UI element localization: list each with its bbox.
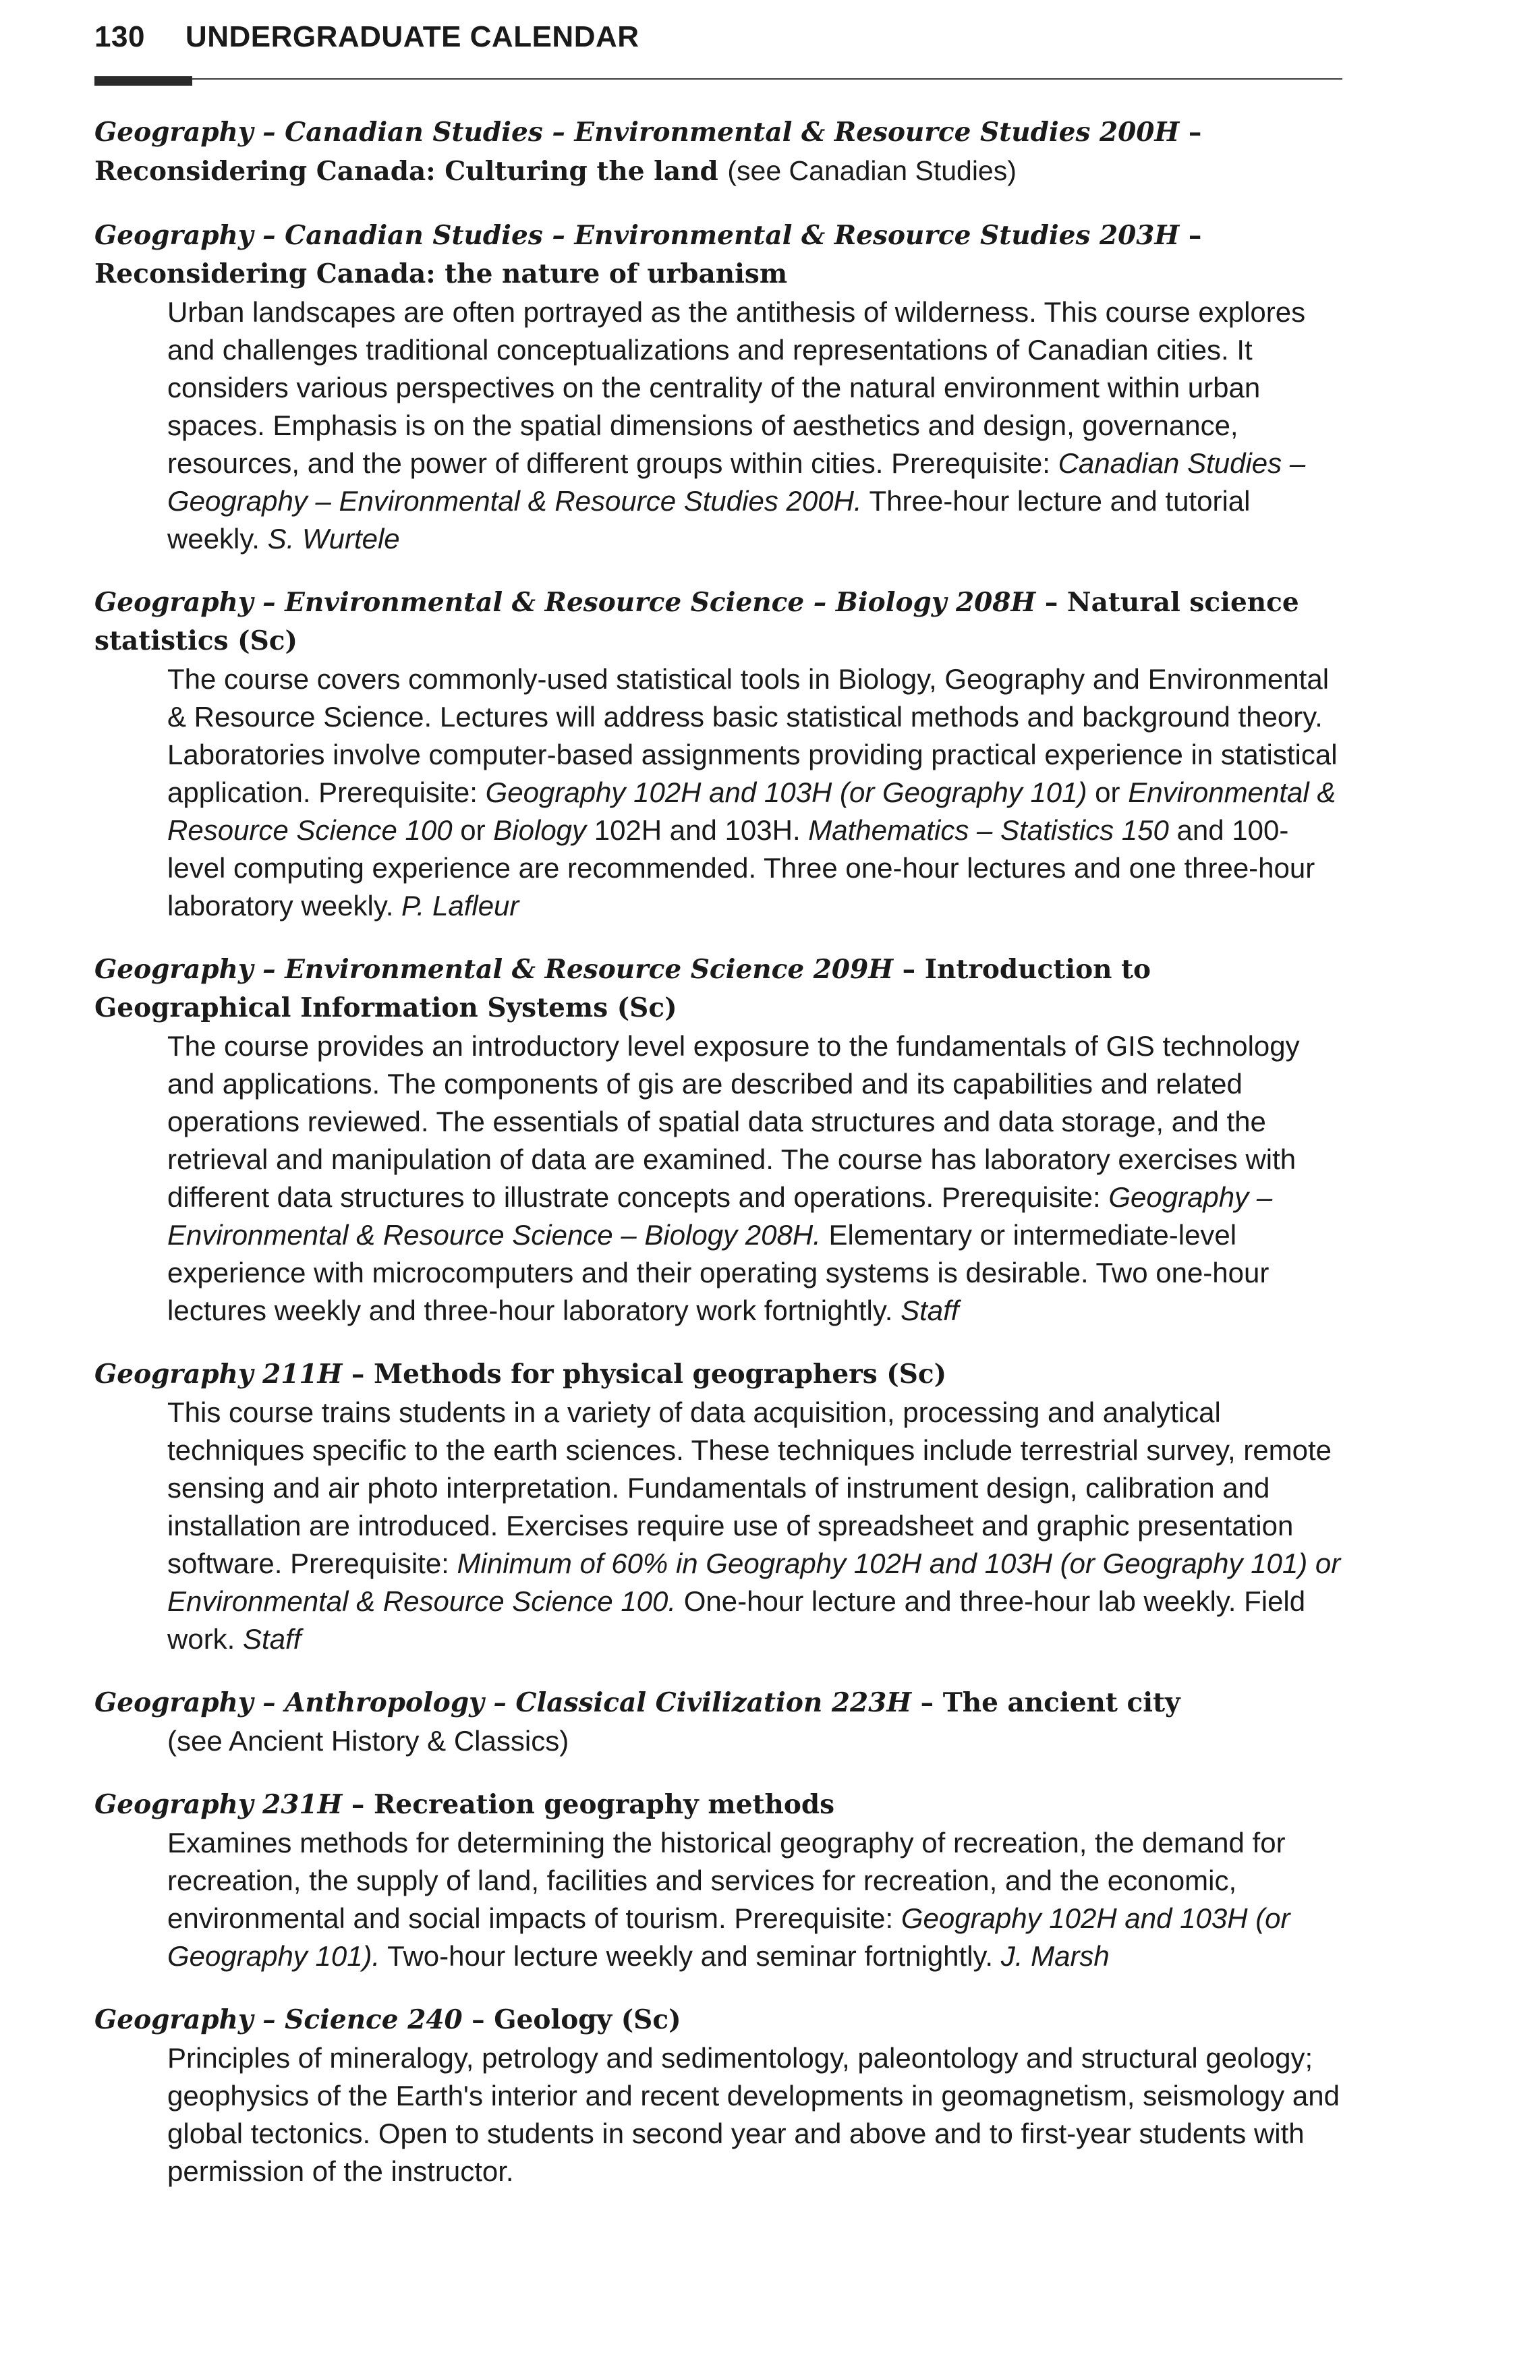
course-heading: Geography – Canadian Studies – Environmental & Resource Studies 200H – Reconsidering Canada: Culturing the land (see Canadian Studies) [94, 117, 1202, 187]
course-entry [94, 113, 1342, 191]
course-code: Geography 211H [94, 1359, 343, 1390]
emphasized-text: Environmental & Resource Science 100 [167, 776, 1336, 846]
course-code: Geography – Environmental & Resource Science – Biology 208H [94, 587, 1036, 618]
course-title: The ancient city [942, 1687, 1180, 1718]
course-heading: Geography – Science 240 – Geology (Sc) [94, 2004, 681, 2035]
course-entry [94, 1684, 1342, 1760]
description-text: and 100-level computing experience are recommended. Three one-hour lectures and one three-hour laboratory weekly. [167, 814, 1315, 922]
emphasized-text: Staff [243, 1623, 302, 1655]
description-text: The course provides an introductory level exposure to the fundamentals of GIS technology and applications. The components of gis are described and its capabilities and related operations reviewed. The essentials of spatial data structures and data storage, and the retrieval and manipulation of data are examined. The course has laboratory exercises with different data structures to illustrate concepts and operations. Prerequisite: [167, 1030, 1300, 1213]
description-text: Urban landscapes are often portrayed as the antithesis of wilderness. This course explores and challenges traditional conceptualizations and representations of Canadian cities. It considers various perspectives on the centrality of the natural environment within urban spaces. Emphasis is on the spatial dimensions of aesthetics and design, governance, resources, and the power of different groups within cities. Prerequisite: [167, 296, 1306, 479]
emphasized-text: Minimum of 60% in Geography 102H and 103H (or Geography 101) or Environmental & Resource Science 100. [167, 1548, 1341, 1617]
header-rule [94, 76, 1342, 90]
course-title: Recreation geography methods [374, 1789, 835, 1820]
course-code: Geography – Canadian Studies – Environmental & Resource Studies 203H [94, 220, 1180, 251]
description-text: Three-hour lecture and tutorial weekly. [167, 485, 1251, 555]
emphasized-text: Canadian Studies – Geography – Environmental & Resource Studies 200H. [167, 447, 1306, 517]
course-entry [94, 584, 1342, 925]
description-text: Examines methods for determining the historical geography of recreation, the demand for recreation, the supply of land, facilities and services for recreation, and the economic, environmental and social impacts of tourism. Prerequisite: [167, 1827, 1286, 1934]
description-text: The course covers commonly-used statistical tools in Biology, Geography and Environmental & Resource Science. Lectures will address basic statistical methods and background theory. Laboratories involve computer-based assignments providing practical experience in statistical application. Prerequisite: [167, 663, 1338, 808]
course-description [167, 2039, 1342, 2190]
description-text: This course trains students in a variety of data acquisition, processing and analytical techniques specific to the earth sciences. These techniques include terrestrial survey, remote sensing and air photo interpretation. Fundamentals of instrument design, calibration and installation are introduced. Exercises require use of spreadsheet and graphic presentation software. Prerequisite: [167, 1396, 1332, 1579]
course-description [167, 1027, 1342, 1330]
emphasized-text: Geography 102H and 103H (or Geography 101). [167, 1902, 1290, 1972]
emphasized-text: S. Wurtele [267, 523, 400, 555]
course-title: Methods for physical geographers (Sc) [374, 1359, 947, 1390]
course-title: Introduction to Geographical Information Systems (Sc) [94, 954, 1151, 1023]
emphasized-text: Staff [901, 1295, 959, 1326]
description-text: or [1087, 776, 1129, 808]
description-text: or [452, 814, 494, 846]
description-text: 102H and 103H. [586, 814, 809, 846]
header-rule-line [94, 78, 1342, 80]
course-description [167, 660, 1342, 925]
course-entry [94, 2001, 1342, 2190]
description-text: One-hour lecture and three-hour lab weekly. Field work. [167, 1585, 1306, 1655]
course-heading: Geography – Environmental & Resource Science 209H – Introduction to Geographical Information Systems (Sc) [94, 954, 1151, 1023]
course-title: Reconsidering Canada: Culturing the land [94, 156, 718, 187]
cross-reference: (see Ancient History & Classics) [167, 1725, 569, 1757]
course-code: Geography 231H [94, 1789, 343, 1820]
course-title: Natural science statistics (Sc) [94, 587, 1299, 656]
page-header [94, 20, 1342, 71]
header-rule-bar [94, 76, 192, 86]
description-text: Two-hour lecture weekly and seminar fortnightly. [380, 1940, 1001, 1972]
course-heading: Geography – Canadian Studies – Environmental & Resource Studies 203H – Reconsidering Canada: the nature of urbanism [94, 220, 1202, 289]
course-entry [94, 1786, 1342, 1975]
cross-reference: (see Canadian Studies) [727, 155, 1017, 186]
course-description [167, 293, 1342, 558]
course-heading: Geography 231H – Recreation geography methods [94, 1789, 835, 1820]
emphasized-text: Mathematics – Statistics 150 [808, 814, 1169, 846]
page-number: 130 [94, 20, 145, 53]
course-heading: Geography – Environmental & Resource Science – Biology 208H – Natural science statistics (Sc) [94, 587, 1299, 656]
course-description [167, 1394, 1342, 1658]
course-entries [94, 113, 1342, 2190]
course-entry [94, 951, 1342, 1330]
emphasized-text: Biology [493, 814, 587, 846]
calendar-page [94, 20, 1342, 2216]
course-code: Geography – Environmental & Resource Science 209H [94, 954, 894, 985]
course-heading: Geography 211H – Methods for physical geographers (Sc) [94, 1359, 947, 1390]
description-text: Principles of mineralogy, petrology and sedimentology, paleontology and structural geology; geophysics of the Earth's interior and recent developments in geomagnetism, seismology and global tectonics. Open to students in second year and above and to first-year students with permission of the instructor. [167, 2042, 1340, 2187]
course-heading: Geography – Anthropology – Classical Civilization 223H – The ancient city [94, 1687, 1180, 1718]
course-title: Reconsidering Canada: the nature of urbanism [94, 258, 788, 289]
emphasized-text: J. Marsh [1000, 1940, 1110, 1972]
running-title: UNDERGRADUATE CALENDAR [185, 20, 639, 53]
emphasized-text: Geography – Environmental & Resource Science – Biology 208H. [167, 1181, 1273, 1251]
course-description [167, 1824, 1342, 1975]
course-code: Geography – Anthropology – Classical Civilization 223H [94, 1687, 912, 1718]
course-title: Geology (Sc) [494, 2004, 681, 2035]
course-code: Geography – Science 240 [94, 2004, 463, 2035]
emphasized-text: P. Lafleur [401, 890, 519, 922]
emphasized-text: Geography 102H and 103H (or Geography 101) [485, 776, 1087, 808]
course-code: Geography – Canadian Studies – Environmental & Resource Studies 200H [94, 117, 1180, 148]
course-entry [94, 1355, 1342, 1658]
course-entry [94, 217, 1342, 558]
description-text: Elementary or intermediate-level experience with microcomputers and their operating systems is desirable. Two one-hour lectures weekly and three-hour laboratory work fortnightly. [167, 1219, 1270, 1326]
